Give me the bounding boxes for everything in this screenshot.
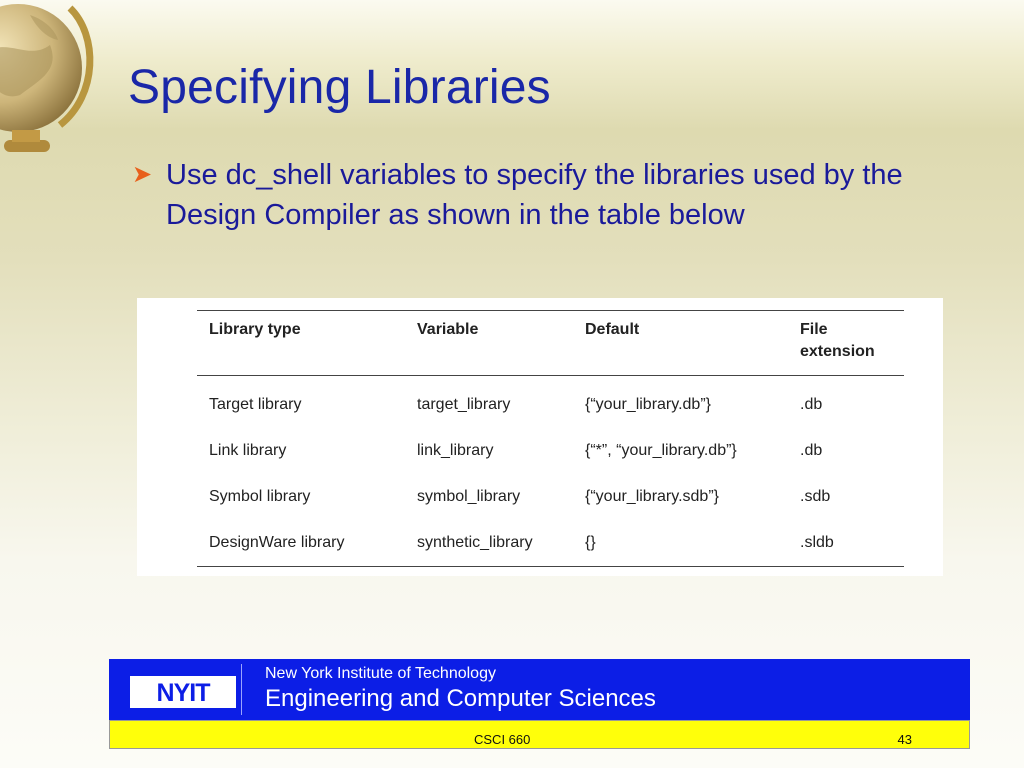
bullet-point	[132, 155, 992, 235]
column-header: Variable	[405, 311, 573, 376]
page-number: 43	[897, 732, 912, 747]
table-cell: {“*”, “your_library.db”}	[585, 442, 737, 459]
library-table-panel	[137, 298, 943, 576]
nyit-logo	[127, 673, 239, 711]
table-cell: Link library	[209, 442, 287, 459]
column-header: File extension	[788, 311, 904, 376]
table-cell: link_library	[417, 442, 494, 459]
table-cell: target_library	[417, 396, 511, 413]
table-row	[197, 428, 904, 474]
column-header: Library type	[197, 311, 405, 376]
table-header-row	[197, 311, 904, 376]
footer-bar	[109, 720, 970, 749]
table-cell: .sldb	[788, 520, 904, 567]
arrow-bullet-icon: ➤	[132, 161, 153, 188]
table-row	[197, 520, 904, 567]
course-code: CSCI 660	[474, 732, 531, 747]
department-name: Engineering and Computer Sciences	[265, 685, 656, 712]
table-cell: .db	[800, 396, 823, 413]
bullet-text: Use dc_shell variables to specify the libraries used by the Design Compiler as shown in the table below	[166, 159, 903, 231]
library-table	[197, 310, 904, 567]
footer-banner	[109, 659, 970, 720]
column-header: Default	[573, 311, 788, 376]
svg-text:NYIT: NYIT	[156, 679, 210, 707]
table-cell: {“your_library.db”}	[585, 396, 711, 413]
table-cell: .db	[800, 442, 823, 459]
table-cell: .sdb	[800, 488, 831, 505]
table-row	[197, 474, 904, 520]
globe-icon	[0, 0, 100, 175]
table-cell: symbol_library	[417, 488, 521, 505]
table-cell: {}	[573, 520, 788, 567]
table-cell: {“your_library.sdb”}	[585, 488, 719, 505]
table-cell: synthetic_library	[405, 520, 573, 567]
footer-divider	[241, 664, 242, 715]
table-cell: Symbol library	[209, 488, 311, 505]
table-cell: Target library	[209, 396, 302, 413]
slide-title: Specifying Libraries	[128, 61, 551, 114]
table-cell: DesignWare library	[197, 520, 405, 567]
table-row	[197, 376, 904, 429]
institution-name: New York Institute of Technology	[265, 665, 496, 682]
